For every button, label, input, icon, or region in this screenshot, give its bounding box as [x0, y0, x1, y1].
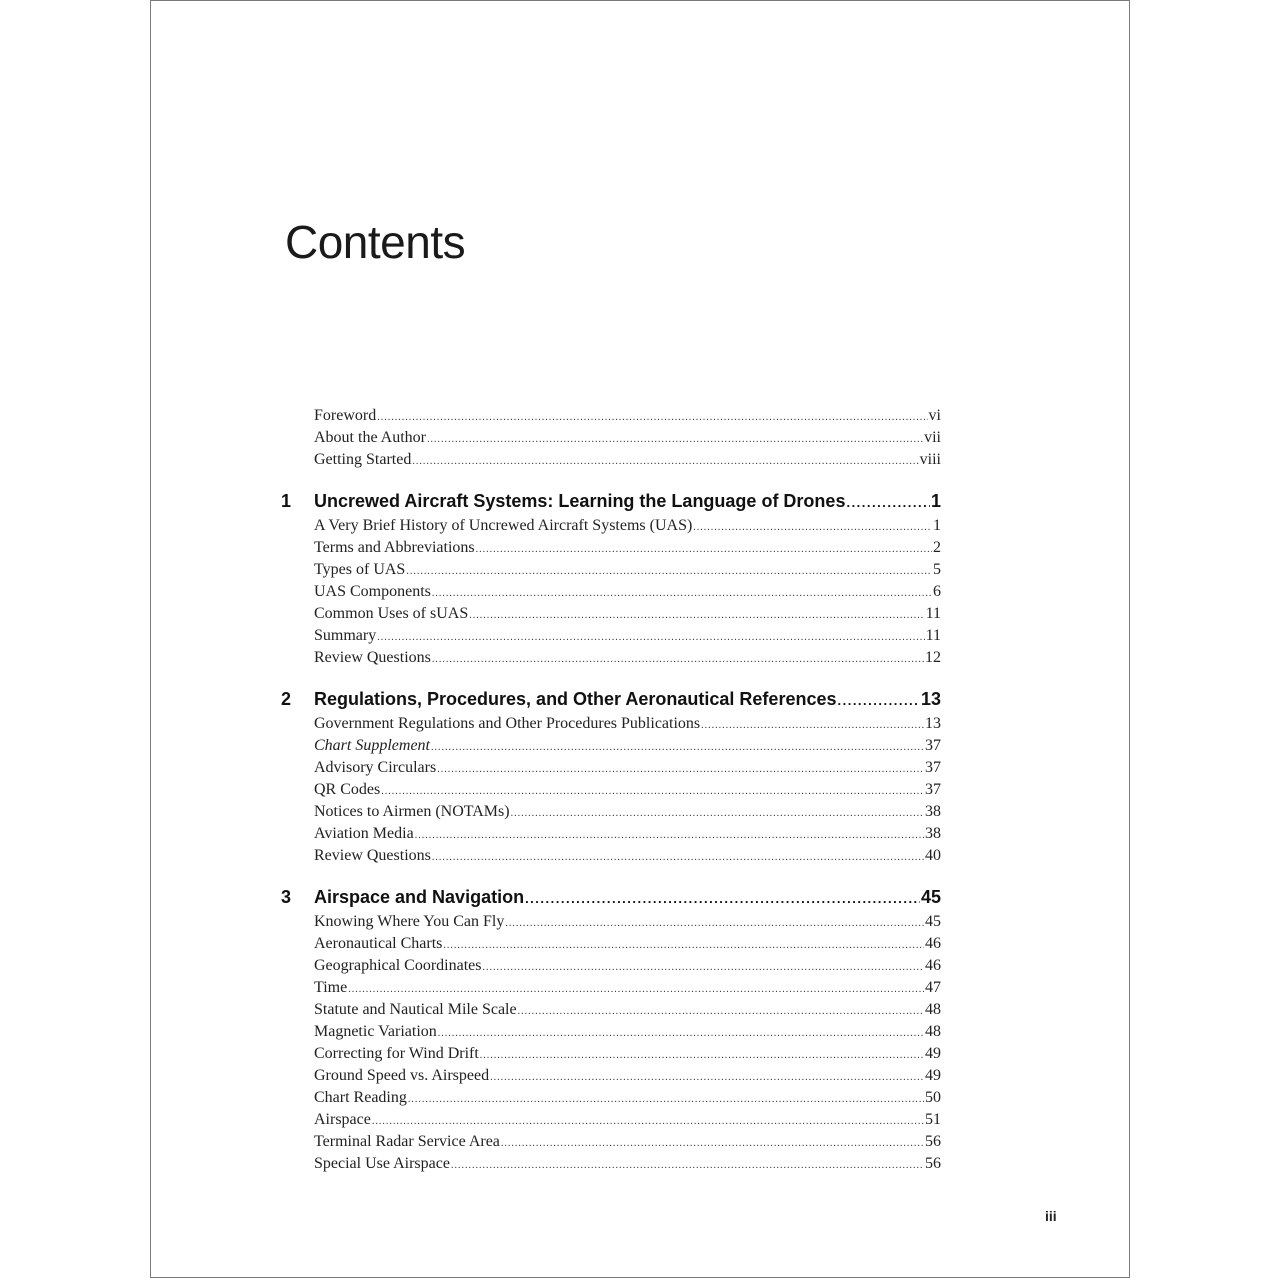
toc-entry-page: 49 — [925, 1067, 941, 1084]
toc-entry[interactable] — [314, 735, 941, 757]
toc-entry-page: 50 — [925, 1089, 941, 1106]
book-page — [150, 0, 1130, 1278]
toc-entry-label: A Very Brief History of Uncrewed Aircraft Systems (UAS) — [314, 517, 693, 534]
toc-entry-page: 37 — [925, 781, 941, 798]
toc-entry-page: 56 — [925, 1155, 941, 1172]
dot-leader — [846, 490, 930, 516]
dot-leader — [693, 517, 932, 539]
dot-leader — [525, 886, 920, 912]
dot-leader — [837, 688, 919, 714]
chapter-heading[interactable] — [281, 884, 941, 910]
toc-entry[interactable] — [314, 1043, 941, 1065]
toc-entry[interactable] — [314, 515, 941, 537]
dot-leader — [518, 1001, 924, 1023]
dot-leader — [451, 1155, 924, 1177]
toc-entry-page: 51 — [925, 1111, 941, 1128]
toc-entry-label: Chart Supplement — [314, 737, 430, 754]
toc-entry[interactable] — [314, 1153, 941, 1175]
chapter-title: Uncrewed Aircraft Systems: Learning the Language of Drones — [314, 491, 846, 511]
toc-entry-label: QR Codes — [314, 781, 381, 798]
toc-entry[interactable] — [314, 1131, 941, 1153]
table-of-contents — [281, 405, 941, 1175]
toc-entry-label: Chart Reading — [314, 1089, 407, 1106]
toc-entry-page: 1 — [933, 517, 941, 534]
toc-entry[interactable] — [314, 405, 941, 427]
dot-leader — [438, 1023, 924, 1045]
toc-entry[interactable] — [314, 801, 941, 823]
toc-entry-label: Aviation Media — [314, 825, 414, 842]
dot-leader — [427, 429, 923, 451]
toc-entry-label: UAS Components — [314, 583, 431, 600]
toc-entry-label: Special Use Airspace — [314, 1155, 450, 1172]
dot-leader — [415, 825, 924, 847]
toc-entry-label: Types of UAS — [314, 561, 406, 578]
toc-entry-page: 38 — [925, 803, 941, 820]
toc-entry-page: 48 — [925, 1001, 941, 1018]
chapter-page: 13 — [920, 689, 941, 709]
toc-entry[interactable] — [314, 713, 941, 735]
toc-entry-page: 49 — [925, 1045, 941, 1062]
toc-entry-label: Ground Speed vs. Airspeed — [314, 1067, 490, 1084]
toc-entry-page: 37 — [925, 759, 941, 776]
chapter-title: Airspace and Navigation — [314, 887, 525, 907]
dot-leader — [469, 605, 924, 627]
toc-entry[interactable] — [314, 911, 941, 933]
toc-entry[interactable] — [314, 647, 941, 669]
dot-leader — [701, 715, 924, 737]
chapter-page: 45 — [920, 887, 941, 907]
toc-entry-page: vii — [924, 429, 941, 446]
toc-entry[interactable] — [314, 933, 941, 955]
toc-entry-label: Time — [314, 979, 348, 996]
toc-entry-label: Statute and Nautical Mile Scale — [314, 1001, 517, 1018]
dot-leader — [372, 1111, 924, 1133]
toc-entry-page: 56 — [925, 1133, 941, 1150]
dot-leader — [408, 1089, 924, 1111]
toc-entry-label: Government Regulations and Other Procedures Publications — [314, 715, 701, 732]
toc-entry-page: 5 — [933, 561, 941, 578]
toc-entry-label: Airspace — [314, 1111, 371, 1128]
toc-entry-page: 12 — [925, 649, 941, 666]
dot-leader — [432, 649, 924, 671]
toc-entry-page: 46 — [925, 935, 941, 952]
dot-leader — [431, 737, 924, 759]
chapter-page: 1 — [930, 491, 941, 511]
toc-entry[interactable] — [314, 757, 941, 779]
toc-entry-label: Common Uses of sUAS — [314, 605, 469, 622]
toc-entry-page: 45 — [925, 913, 941, 930]
dot-leader — [348, 979, 924, 1001]
toc-entry[interactable] — [314, 823, 941, 845]
toc-entry-label: Foreword — [314, 407, 377, 424]
dot-leader — [437, 759, 924, 781]
toc-entry[interactable] — [314, 845, 941, 867]
page-folio: iii — [1045, 1208, 1057, 1224]
toc-entry[interactable] — [314, 449, 941, 471]
dot-leader — [490, 1067, 924, 1089]
dot-leader — [501, 1133, 924, 1155]
toc-entry-label: Notices to Airmen (NOTAMs) — [314, 803, 510, 820]
toc-entry[interactable] — [314, 999, 941, 1021]
toc-entry-label: Magnetic Variation — [314, 1023, 437, 1040]
toc-entry-page: 2 — [933, 539, 941, 556]
toc-entry[interactable] — [314, 559, 941, 581]
dot-leader — [377, 407, 927, 429]
toc-entry-label: Geographical Coordinates — [314, 957, 482, 974]
toc-entry-page: 38 — [925, 825, 941, 842]
chapter-title: Regulations, Procedures, and Other Aeronautical References — [314, 689, 837, 709]
dot-leader — [377, 627, 924, 649]
toc-entry-page: 37 — [925, 737, 941, 754]
toc-entry[interactable] — [314, 581, 941, 603]
toc-entry-label: Terms and Abbreviations — [314, 539, 475, 556]
toc-entry-label: About the Author — [314, 429, 426, 446]
toc-entry-label: Aeronautical Charts — [314, 935, 443, 952]
toc-entry[interactable] — [314, 977, 941, 999]
toc-entry-label: Summary — [314, 627, 377, 644]
toc-entry-page: 48 — [925, 1023, 941, 1040]
chapter-number: 1 — [281, 491, 292, 511]
toc-entry[interactable] — [314, 1087, 941, 1109]
toc-entry-page: 6 — [933, 583, 941, 600]
toc-entry-label: Correcting for Wind Drift — [314, 1045, 479, 1062]
dot-leader — [432, 583, 932, 605]
toc-entry[interactable] — [314, 1021, 941, 1043]
chapter-number: 3 — [281, 887, 292, 907]
page-title: Contents — [285, 216, 466, 268]
dot-leader — [505, 913, 924, 935]
toc-entry[interactable] — [314, 427, 941, 449]
toc-entry-page: 46 — [925, 957, 941, 974]
dot-leader — [432, 847, 924, 869]
toc-entry-label: Knowing Where You Can Fly — [314, 913, 505, 930]
chapter-heading[interactable] — [281, 488, 941, 514]
toc-entry[interactable] — [314, 1065, 941, 1087]
dot-leader — [483, 957, 925, 979]
toc-entry-label: Advisory Circulars — [314, 759, 437, 776]
toc-entry-label: Terminal Radar Service Area — [314, 1133, 500, 1150]
dot-leader — [443, 935, 924, 957]
dot-leader — [480, 1045, 924, 1067]
dot-leader — [412, 451, 918, 473]
toc-entry[interactable] — [314, 955, 941, 977]
dot-leader — [511, 803, 924, 825]
toc-entry-label: Getting Started — [314, 451, 412, 468]
toc-entry-page: 40 — [925, 847, 941, 864]
toc-entry-page: 47 — [925, 979, 941, 996]
toc-entry[interactable] — [314, 779, 941, 801]
chapter-heading[interactable] — [281, 686, 941, 712]
toc-entry-label: Review Questions — [314, 847, 431, 864]
toc-entry-label: Review Questions — [314, 649, 431, 666]
toc-entry-page: 13 — [925, 715, 941, 732]
dot-leader — [406, 561, 932, 583]
toc-entry[interactable] — [314, 625, 941, 647]
toc-entry-page: 11 — [925, 627, 941, 644]
dot-leader — [381, 781, 924, 803]
toc-entry[interactable] — [314, 1109, 941, 1131]
chapter-number: 2 — [281, 689, 292, 709]
dot-leader — [476, 539, 932, 561]
toc-entry-page: viii — [919, 451, 941, 468]
toc-entry-page: 11 — [925, 605, 941, 622]
toc-entry[interactable] — [314, 603, 941, 625]
toc-entry-page: vi — [928, 407, 941, 424]
toc-entry[interactable] — [314, 537, 941, 559]
